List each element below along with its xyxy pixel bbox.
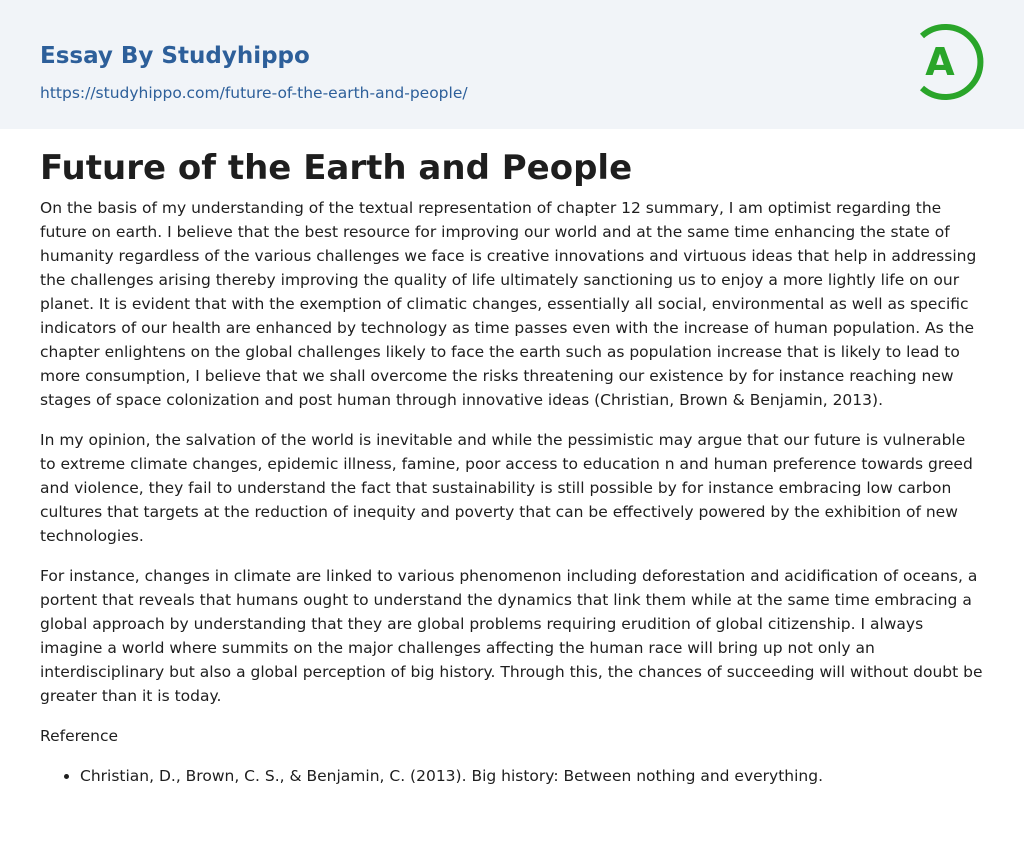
article-paragraph-3: For instance, changes in climate are linked to various phenomenon including deforestation and acidification of oceans, a portent that reveals that humans ought to understand the dynamics that link them while at the same time embracing a global approach by understanding that they are global problems requiring erudition of global citizenship. I always imagine a world where summits on the major challenges affecting the human race will bring up not only an interdisciplinary but also a global perception of big history. Through this, the chances of succeeding will without doubt be greater than it is today.	[40, 567, 983, 705]
logo-letter: A	[925, 40, 955, 84]
brand-title[interactable]: Essay By Studyhippo	[40, 43, 310, 69]
article-title: Future of the Earth and People	[40, 148, 633, 188]
reference-list	[40, 764, 984, 788]
studyhippo-logo-icon[interactable]	[912, 19, 986, 105]
article-paragraph-2: In my opinion, the salvation of the world is inevitable and while the pessimistic may argue that our future is vulnerable to extreme climate changes, epidemic illness, famine, poor access to education n and human preference towards greed and violence, they fail to understand the fact that sustainability is still possible by for instance embracing low carbon cultures that targets at the reduction of inequity and poverty that can be effectively powered by the exhibition of new technologies.	[40, 431, 973, 545]
article-paragraph-1: On the basis of my understanding of the textual representation of chapter 12 summary, I am optimist regarding the future on earth. I believe that the best resource for improving our world and at the same time enhancing the state of humanity regardless of the various challenges we face is creative innovations and virtuous ideas that help in addressing the challenges arising thereby improving the quality of life ultimately sanctioning us to enjoy a more lightly life on our planet. It is evident that with the exemption of climatic changes, essentially all social, environmental as well as specific indicators of our health are enhanced by technology as time passes even with the increase of human population. As the chapter enlightens on the global challenges likely to face the earth such as population increase that is likely to lead to more consumption, I believe that we shall overcome the risks threatening our existence by for instance reaching new stages of space colonization and post human through innovative ideas (Christian, Brown & Benjamin, 2013).	[40, 199, 977, 409]
reference-item: • Christian, D., Brown, C. S., & Benjamin, C. (2013). Big history: Between nothing and everything.	[80, 764, 984, 788]
reference-heading: Reference	[40, 727, 119, 745]
article-content	[0, 148, 1024, 788]
source-url-link[interactable]: https://studyhippo.com/future-of-the-earth-and-people/	[40, 84, 468, 102]
site-header	[0, 0, 1024, 129]
